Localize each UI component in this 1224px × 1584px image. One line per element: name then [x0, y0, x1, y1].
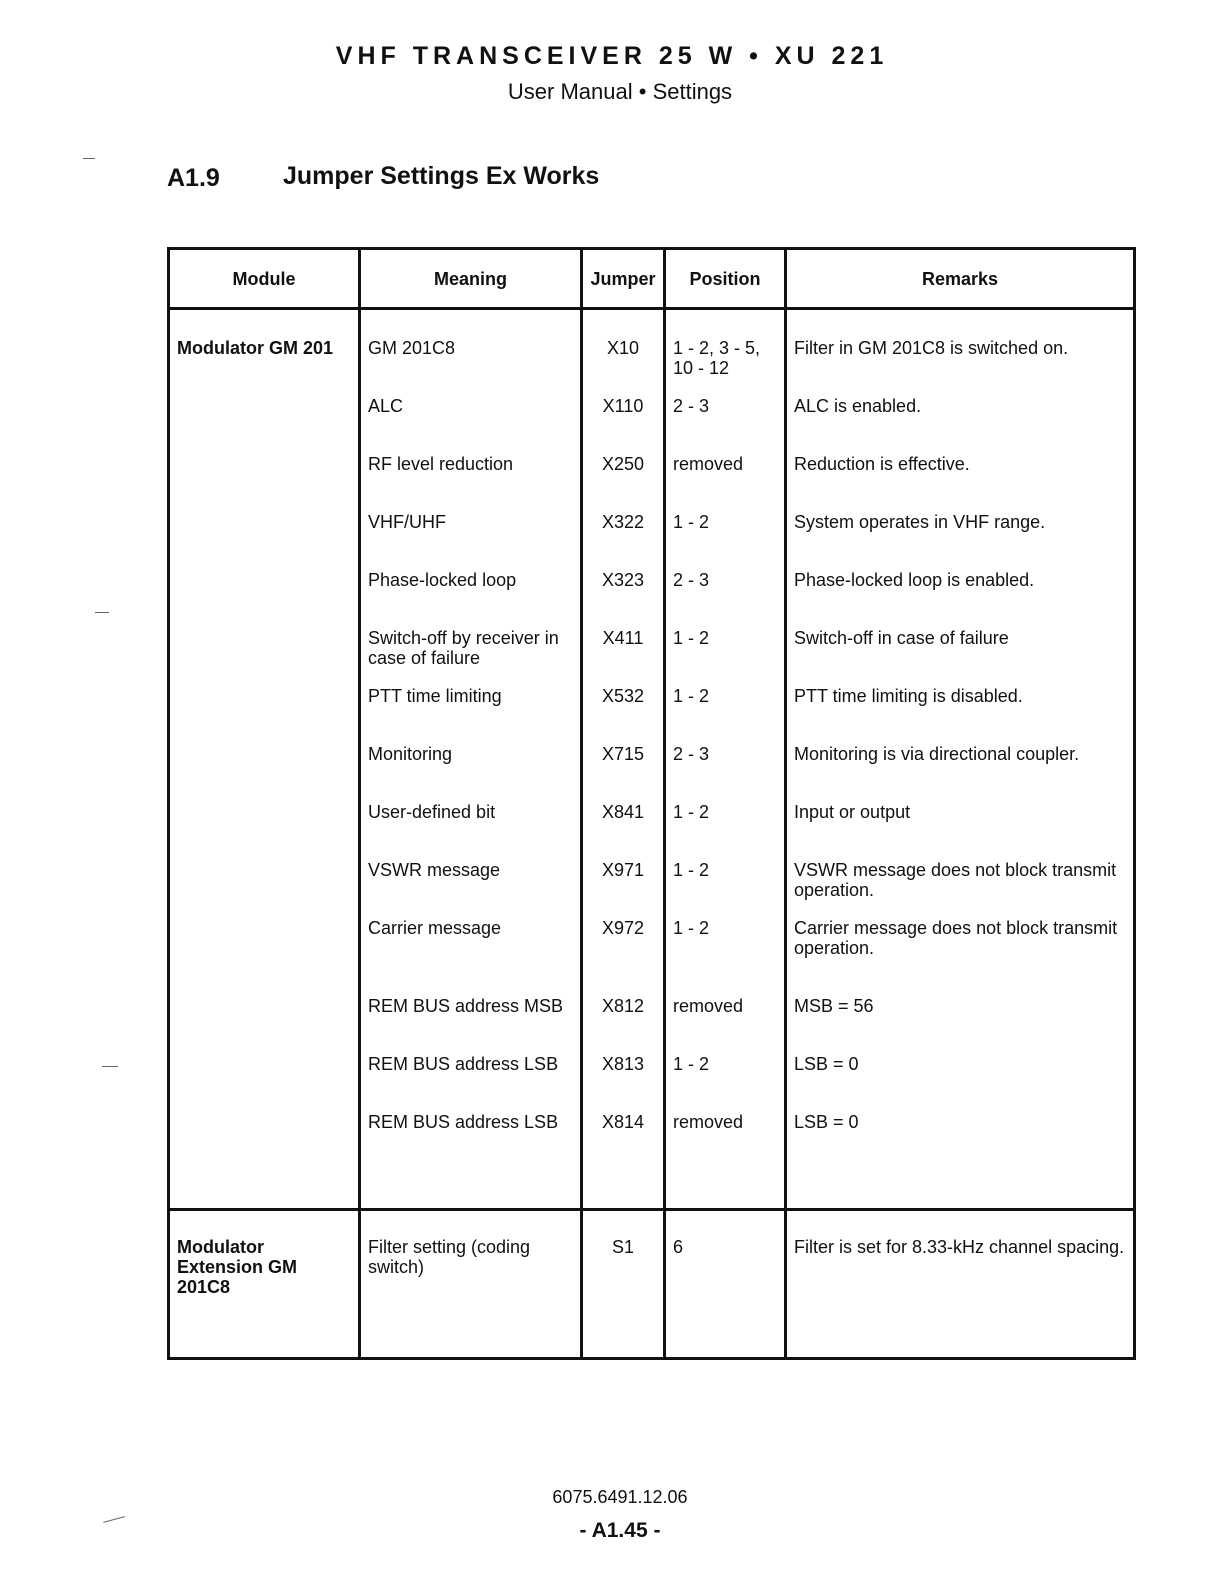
meaning-cell: Filter setting (coding switch) — [360, 1210, 582, 1359]
jumper-cell: X323 — [582, 570, 665, 628]
remarks-cell: System operates in VHF range. — [786, 512, 1135, 570]
document-title: VHF TRANSCEIVER 25 W • XU 221 — [335, 42, 889, 70]
jumper-settings-table — [167, 247, 1136, 1360]
position-cell: 1 - 2 — [665, 628, 786, 686]
meaning-cell: User-defined bit — [360, 802, 582, 860]
table-group-modulator-extension — [169, 1210, 1135, 1359]
position-cell: removed — [665, 996, 786, 1054]
meaning-cell: VHF/UHF — [360, 512, 582, 570]
meaning-cell: GM 201C8 — [360, 309, 582, 397]
margin-mark — [95, 612, 109, 613]
meaning-cell: PTT time limiting — [360, 686, 582, 744]
module-cell: Modulator GM 201 — [169, 309, 360, 1210]
remarks-cell: MSB = 56 — [786, 996, 1135, 1054]
remarks-cell: Filter in GM 201C8 is switched on. — [786, 309, 1135, 397]
meaning-cell: ALC — [360, 396, 582, 454]
jumper-cell: X411 — [582, 628, 665, 686]
section-title: Jumper Settings Ex Works — [283, 162, 600, 190]
table-header-row — [169, 249, 1135, 309]
position-cell: 1 - 2 — [665, 860, 786, 918]
module-cell: Modulator Extension GM 201C8 — [169, 1210, 360, 1359]
position-cell: 1 - 2 — [665, 686, 786, 744]
meaning-cell: Monitoring — [360, 744, 582, 802]
position-cell: 1 - 2, 3 - 5, 10 - 12 — [665, 309, 786, 397]
jumper-cell: X841 — [582, 802, 665, 860]
position-cell: 1 - 2 — [665, 802, 786, 860]
remarks-cell: LSB = 0 — [786, 1054, 1135, 1112]
remarks-cell: Reduction is effective. — [786, 454, 1135, 512]
position-cell: removed — [665, 454, 786, 512]
remarks-cell: Switch-off in case of failure — [786, 628, 1135, 686]
jumper-cell: X813 — [582, 1054, 665, 1112]
margin-mark — [83, 158, 95, 159]
column-header-jumper: Jumper — [582, 249, 665, 309]
column-header-module: Module — [169, 249, 360, 309]
position-cell: 2 - 3 — [665, 744, 786, 802]
meaning-cell: REM BUS address MSB — [360, 996, 582, 1054]
remarks-cell: Input or output — [786, 802, 1135, 860]
meaning-cell: Carrier message — [360, 918, 582, 996]
document-subtitle: User Manual • Settings — [507, 79, 733, 104]
jumper-cell: X10 — [582, 309, 665, 397]
remarks-cell: Filter is set for 8.33-kHz channel spacing. — [786, 1210, 1135, 1359]
margin-mark — [102, 1066, 118, 1067]
position-cell: 1 - 2 — [665, 1054, 786, 1112]
page-number: - A1.45 - — [579, 1519, 661, 1542]
meaning-cell: VSWR message — [360, 860, 582, 918]
jumper-cell: S1 — [582, 1210, 665, 1359]
jumper-cell: X812 — [582, 996, 665, 1054]
column-header-remarks: Remarks — [786, 249, 1135, 309]
jumper-cell: X110 — [582, 396, 665, 454]
column-header-position: Position — [665, 249, 786, 309]
jumper-cell: X971 — [582, 860, 665, 918]
jumper-cell: X250 — [582, 454, 665, 512]
table-row — [169, 309, 1135, 397]
position-cell: removed — [665, 1112, 786, 1210]
jumper-cell: X715 — [582, 744, 665, 802]
table-group-modulator — [169, 309, 1135, 1210]
meaning-cell: REM BUS address LSB — [360, 1112, 582, 1210]
remarks-cell: VSWR message does not block transmit operation. — [786, 860, 1135, 918]
jumper-cell: X532 — [582, 686, 665, 744]
position-cell: 2 - 3 — [665, 396, 786, 454]
column-header-meaning: Meaning — [360, 249, 582, 309]
jumper-cell: X814 — [582, 1112, 665, 1210]
remarks-cell: ALC is enabled. — [786, 396, 1135, 454]
position-cell: 2 - 3 — [665, 570, 786, 628]
remarks-cell: PTT time limiting is disabled. — [786, 686, 1135, 744]
position-cell: 1 - 2 — [665, 918, 786, 996]
position-cell: 1 - 2 — [665, 512, 786, 570]
meaning-cell: Switch-off by receiver in case of failure — [360, 628, 582, 686]
jumper-cell: X322 — [582, 512, 665, 570]
section-number: A1.9 — [167, 164, 220, 192]
remarks-cell: LSB = 0 — [786, 1112, 1135, 1210]
remarks-cell: Carrier message does not block transmit operation. — [786, 918, 1135, 996]
meaning-cell: RF level reduction — [360, 454, 582, 512]
position-cell: 6 — [665, 1210, 786, 1359]
meaning-cell: REM BUS address LSB — [360, 1054, 582, 1112]
jumper-cell: X972 — [582, 918, 665, 996]
table-row — [169, 1210, 1135, 1359]
meaning-cell: Phase-locked loop — [360, 570, 582, 628]
remarks-cell: Phase-locked loop is enabled. — [786, 570, 1135, 628]
remarks-cell: Monitoring is via directional coupler. — [786, 744, 1135, 802]
document-number: 6075.6491.12.06 — [552, 1487, 688, 1507]
